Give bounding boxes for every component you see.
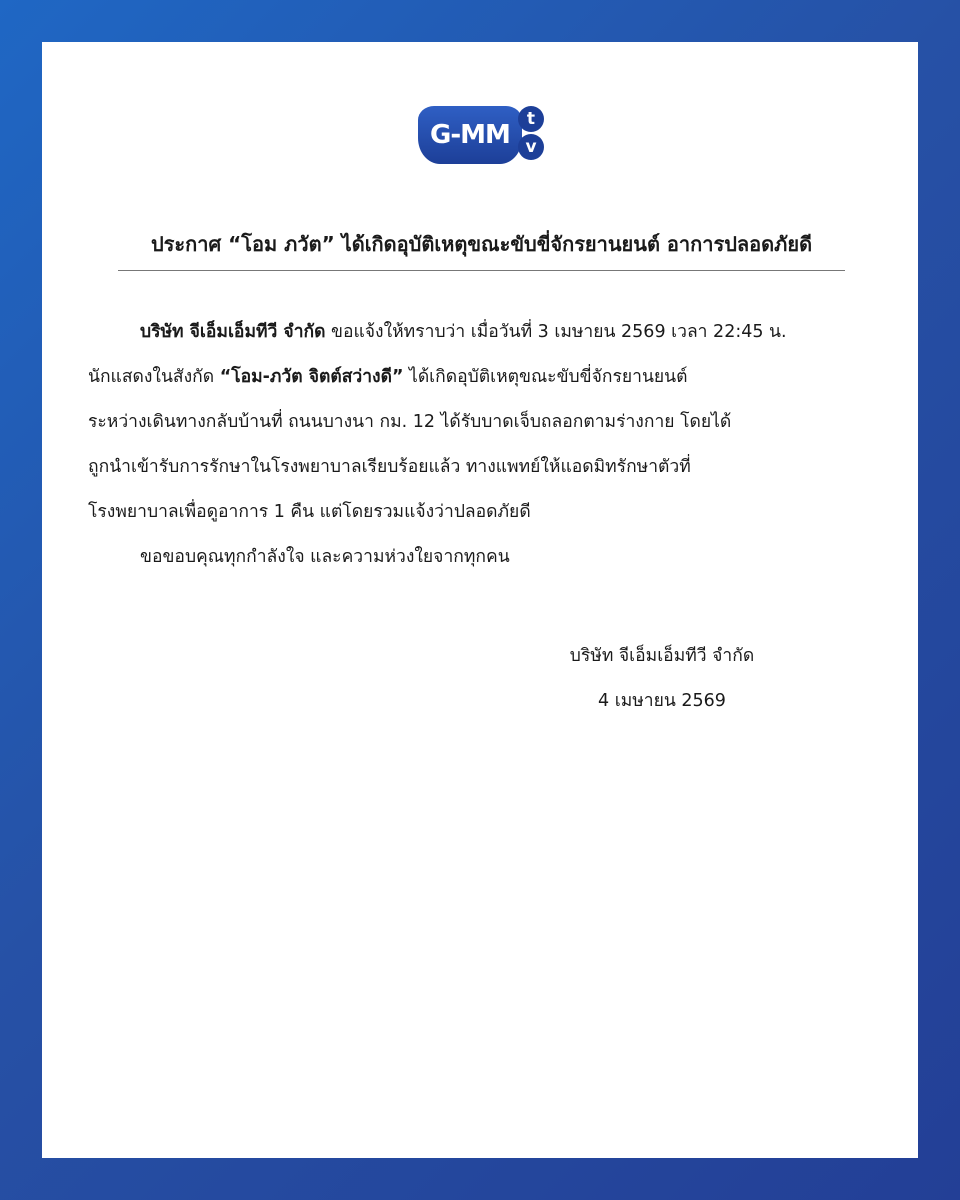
signature-date: 4 เมษายน 2569: [598, 691, 726, 711]
announcement-body: [88, 310, 878, 580]
body-line-1-text: ขอแจ้งให้ทราบว่า เมื่อวันที่ 3 เมษายน 2569 เวลา 22:45 น.: [325, 322, 787, 342]
gmmtv-logo-tv-t: t: [518, 106, 544, 132]
body-line-5: โรงพยาบาลเพื่อดูอาการ 1 คืน แต่โดยรวมแจ้งว่าปลอดภัยดี: [88, 502, 531, 522]
body-line-2-post: ได้เกิดอุบัติเหตุขณะขับขี่จักรยานยนต์: [403, 367, 688, 387]
announcement-title: ประกาศ “โอม ภวัต” ได้เกิดอุบัติเหตุขณะขับขี่จักรยานยนต์ อาการปลอดภัยดี: [118, 228, 845, 271]
body-line-1: [88, 310, 878, 355]
body-line-3: ระหว่างเดินทางกลับบ้านที่ ถนนบางนา กม. 12 ได้รับบาดเจ็บถลอกตามร่างกาย โดยได้: [88, 412, 732, 432]
body-line-4: ถูกนำเข้ารับการรักษาในโรงพยาบาลเรียบร้อยแล้ว ทางแพทย์ให้แอดมิทรักษาตัวที่: [88, 457, 691, 477]
signature-block: [512, 634, 812, 724]
gmmtv-logo-badge: [418, 106, 522, 164]
gmmtv-logo-tv-v: v: [518, 134, 544, 160]
body-line-6: ขอขอบคุณทุกกำลังใจ และความห่วงใยจากทุกคน: [140, 547, 510, 567]
announcement-sheet: [42, 42, 918, 1158]
gmmtv-logo: [418, 100, 548, 164]
artist-name-bold: “โอม-ภวัต จิตต์สว่างดี”: [219, 367, 404, 387]
signature-company: บริษัท จีเอ็มเอ็มทีวี จำกัด: [569, 646, 755, 666]
body-line-2: [88, 355, 878, 400]
gmmtv-logo-text: G-MM: [430, 120, 510, 150]
company-name-bold: บริษัท จีเอ็มเอ็มทีวี จำกัด: [140, 322, 326, 342]
body-line-2-pre: นักแสดงในสังกัด: [88, 367, 220, 387]
gmmtv-logo-tv: [518, 106, 546, 160]
